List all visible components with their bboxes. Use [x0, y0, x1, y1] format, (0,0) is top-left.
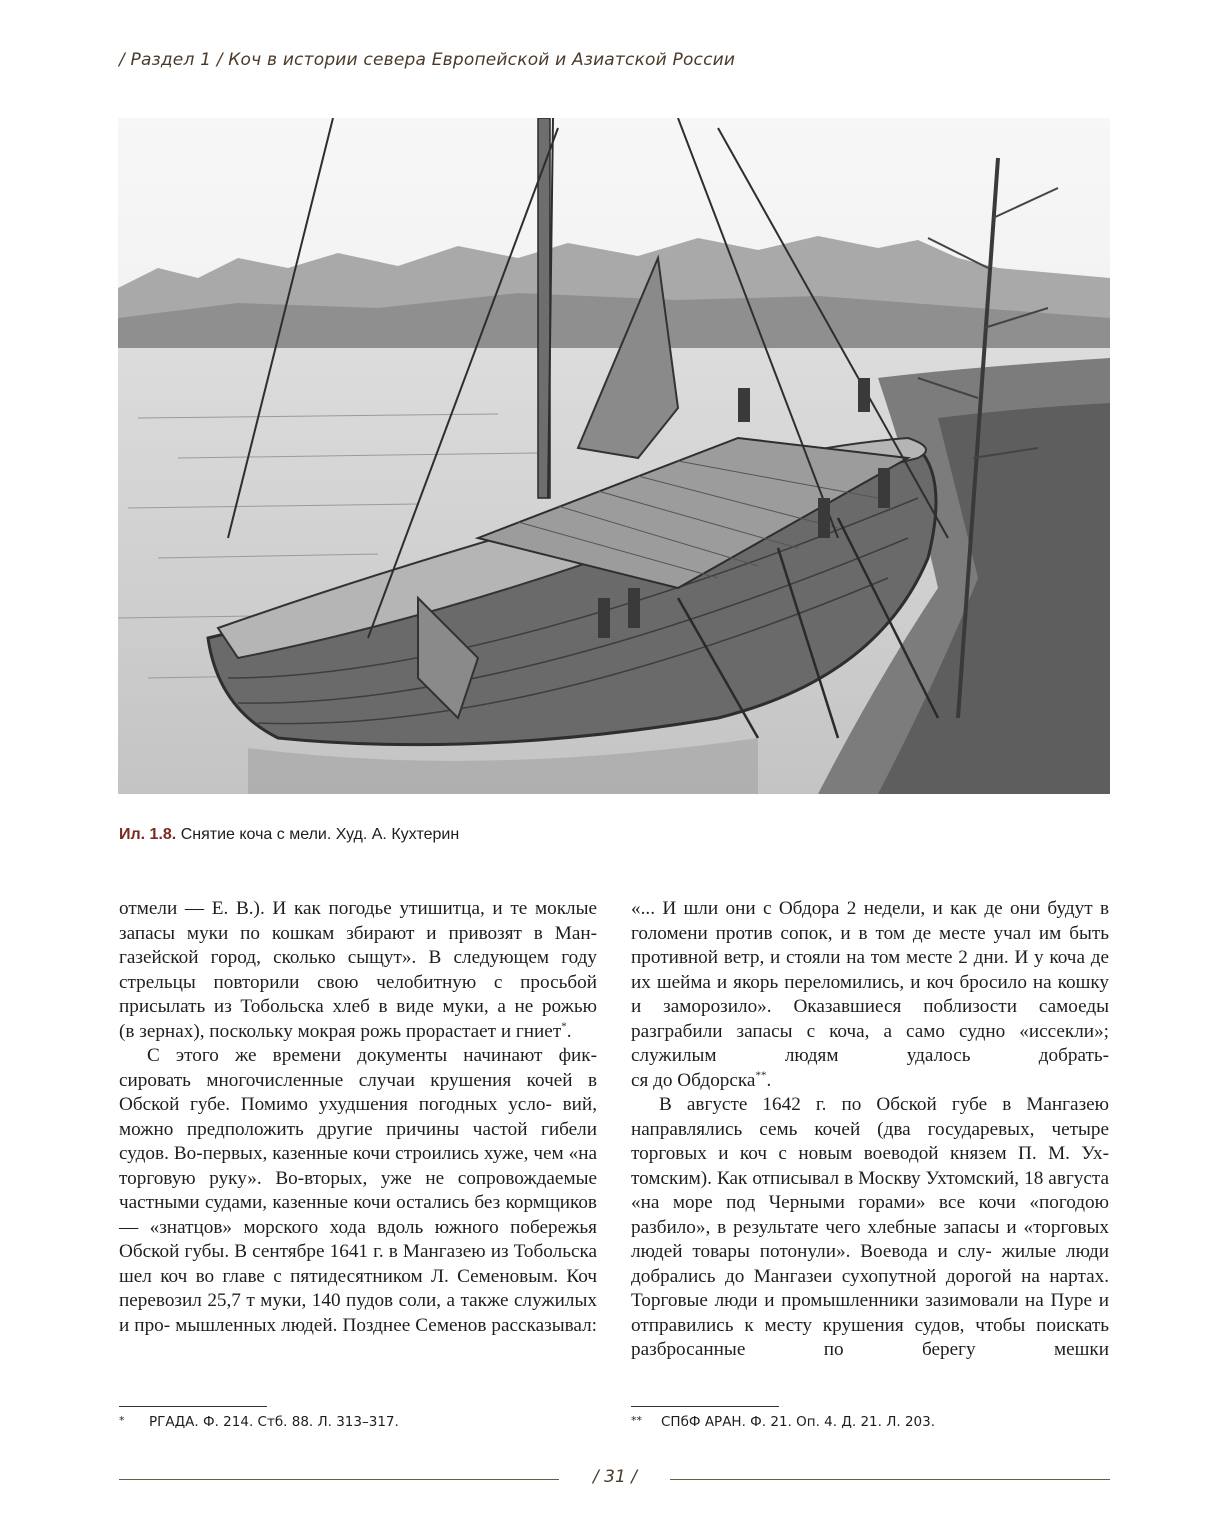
- text-line: торговых и коч с новым воеводой князем П. М. Ух-: [631, 1143, 1109, 1164]
- footnote-ref: *: [561, 1020, 567, 1033]
- text-line: гибели судов. Во-первых, казенные кочи строились: [119, 1118, 598, 1164]
- figure-caption: [119, 826, 459, 844]
- text-line: хуже, чем «на торговую руку». Во-вторых, уже: [119, 1143, 597, 1189]
- text-line: жилые люди добрались до Мангазеи сухопутной: [631, 1241, 1109, 1287]
- text-line: «погодою разбило», в результате чего хлебные запасы: [631, 1192, 1109, 1238]
- footnote-text: РГАДА. Ф. 214. Стб. 88. Л. 313–317.: [149, 1414, 399, 1430]
- footnote-ref: **: [755, 1069, 767, 1082]
- text-line: в голомени против сопок, и в том де месте учал им: [631, 898, 1109, 944]
- text-line: остались без кормщиков — «знатцов» морского хода: [119, 1192, 597, 1238]
- caption-label: Ил. 1.8.: [119, 826, 177, 843]
- text-line: с пятидесятником Л. Семеновым. Коч перевозил: [119, 1265, 598, 1311]
- text-line: вдоль южного побережья Обской губы. В сентябре: [119, 1216, 597, 1262]
- running-header: / Раздел 1 / Коч в истории севера Европейской и Азиатской России: [119, 50, 736, 70]
- boat-illustration: [118, 118, 1110, 794]
- punctuation: .: [766, 1069, 772, 1091]
- text-line: судов, чтобы поискать разбросанные по берегу мешки: [631, 1314, 1110, 1360]
- paragraph: [119, 897, 597, 1020]
- text-line: 25,7 т муки, 140 пудов соли, а также служилых и про-: [119, 1290, 597, 1336]
- punctuation: .: [566, 1020, 572, 1042]
- text-line: ся до Обдорска: [631, 1069, 756, 1091]
- pencil-drawing-koch-boat: [118, 118, 1110, 794]
- text-line: отмели — Е. В.). И как погодье утишитца, и те моклые: [119, 898, 597, 919]
- text-line: (в зернах), поскольку мокрая рожь прорастает и гниет: [119, 1020, 562, 1042]
- text-line: не сопровождаемые частными судами, казенные кочи: [119, 1167, 598, 1213]
- paragraph: [631, 1093, 1109, 1363]
- page-footer-rule-left: [119, 1479, 559, 1480]
- footnote-divider: [119, 1406, 267, 1407]
- caption-text: Снятие коча с мели. Худ. А. Кухтерин: [176, 826, 460, 843]
- text-line: В августе 1642 г. по Обской губе в Мангазею: [659, 1094, 1109, 1115]
- text-line: сировать многочисленные случаи крушения кочей: [119, 1069, 573, 1091]
- text-line: зазимовали на Пуре и отправились к месту крушения: [631, 1290, 1109, 1336]
- footnote-divider: [631, 1406, 779, 1407]
- text-line: С этого же времени документы начинают фик-: [147, 1045, 597, 1066]
- text-line: томским). Как отписывал в Москву Ухтомский,: [631, 1167, 1020, 1189]
- paragraph-end-line: [119, 1020, 597, 1045]
- text-line: газейской город, сколько сыщут». В следующем году: [119, 947, 597, 968]
- footnote-left: [119, 1414, 399, 1430]
- footnote-mark: **: [631, 1414, 642, 1427]
- page-footer-rule-right: [670, 1479, 1110, 1480]
- text-line: судно «иссекли»; служилым людям удалось добрать-: [631, 1020, 1110, 1066]
- text-line: присылать из Тобольска хлеб в виде муки, а не рожью: [119, 996, 597, 1017]
- text-line: 18 августа «на море под Черными горами» все кочи: [631, 1167, 1109, 1213]
- footnote-right: [631, 1414, 935, 1430]
- text-line: быть противной ветр, и стояли на том месте 2 дни.: [631, 922, 1109, 968]
- text-line: бросило на кошку и заморозило». Оказавшиеся: [631, 971, 1110, 1017]
- paragraph: [631, 897, 1109, 1069]
- text-line: поблизости самоеды разграбили запасы с коча, а само: [631, 996, 1109, 1042]
- footnote-text: СПбФ АРАН. Ф. 21. Оп. 4. Д. 21. Л. 203.: [661, 1414, 936, 1430]
- text-line: запасы муки по кошкам збирают и привозят в Ман-: [119, 922, 597, 944]
- page-number: / 31 /: [593, 1467, 637, 1487]
- text-line: мышленных людей. Позднее Семенов рассказывал:: [175, 1314, 597, 1336]
- paragraph: [119, 1044, 597, 1338]
- paragraph-end-line: [631, 1069, 1109, 1094]
- text-line: стрельцы повторили свою челобитную с просьбой: [119, 971, 597, 993]
- text-line: 1641 г. в Мангазею из Тобольска шел коч во главе: [119, 1241, 598, 1287]
- left-text-column: [119, 897, 597, 1338]
- right-text-column: [631, 897, 1109, 1363]
- text-line: вий, можно предположить другие причины частой: [119, 1094, 598, 1140]
- text-line: и «торговых людей товары потонули». Воевода и слу-: [631, 1216, 1109, 1262]
- text-line: направлялись семь кочей (два государевых, четыре: [631, 1118, 1109, 1140]
- text-line: И у коча де их шейма и якорь переломились, и коч: [631, 947, 1109, 993]
- footnote-mark: *: [119, 1414, 125, 1427]
- text-line: в Обской губе. Помимо ухудшения погодных усло-: [119, 1069, 598, 1115]
- text-line: «... И шли они с Обдора 2 недели, и как де они будут: [631, 898, 1093, 919]
- text-line: дорогой на нартах. Торговые люди и промышленники: [631, 1265, 1110, 1311]
